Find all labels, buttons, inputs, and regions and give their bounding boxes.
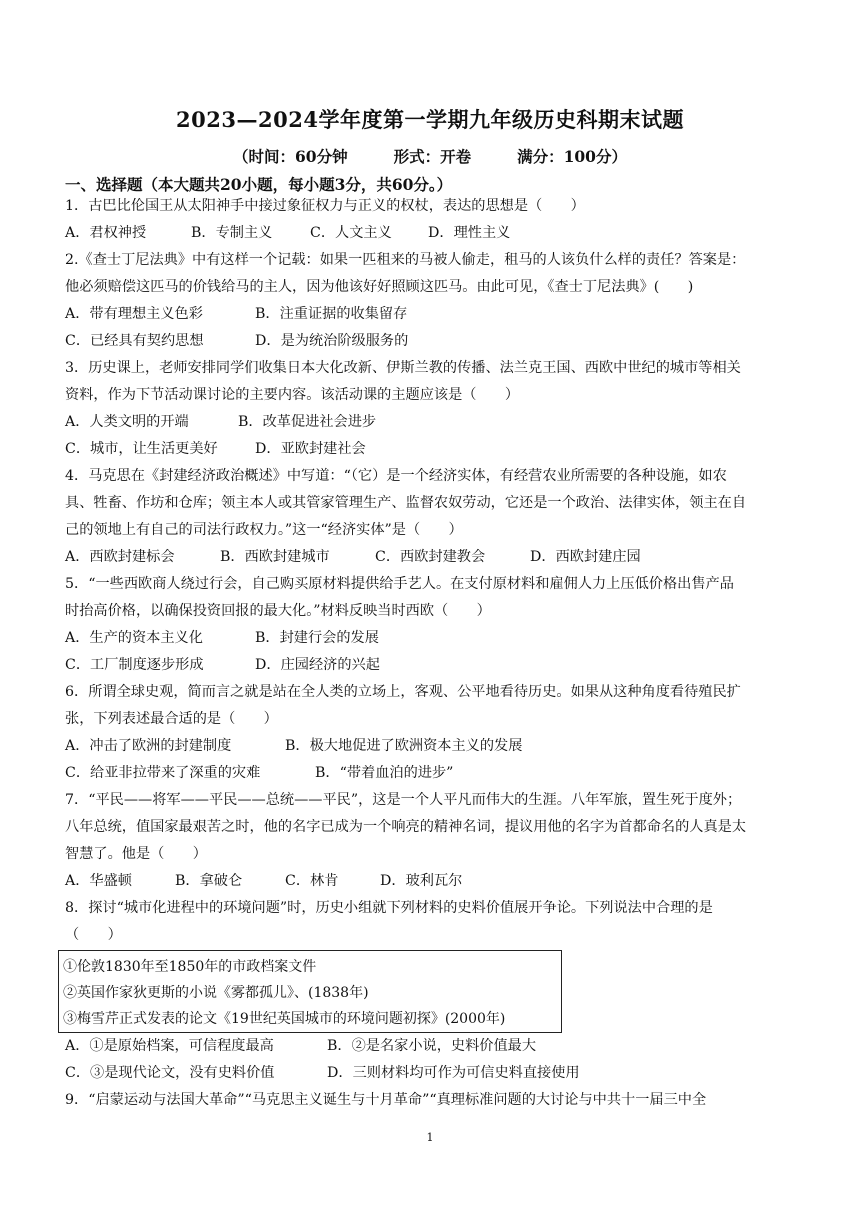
exam-title: 2023—2024学年度第一学期九年级历史科期末试题 — [176, 107, 684, 132]
source-3: ③梅雪芹正式发表的论文《19世纪英国城市的环境问题初探》(2000年) — [63, 1011, 506, 1027]
page-number: 1 — [426, 1131, 434, 1144]
question-4-stem: 己的领地上有自己的司法行政权力。”这一“经济实体”是（ ） — [65, 522, 463, 538]
question-3-stem: 资料，作为下节活动课讨论的主要内容。该活动课的主题应该是（ ） — [65, 387, 520, 403]
question-7-stem: 7．“平民——将军——平民——总统——平民”，这是一个人平凡而伟大的生涯。八年军旅，置生死于度外； — [65, 792, 742, 808]
question-4-stem: 具、牲畜、作坊和仓库；领主本人或其管家管理生产、监督农奴劳动，它还是一个政治、法律实体，领主在自 — [65, 495, 747, 511]
option-a: A．人类文明的开端 — [65, 414, 189, 430]
question-6-stem: 6．所谓全球史观，简而言之就是站在全人类的立场上，客观、公平地看待历史。如果从这种角度看待殖民扩 — [65, 684, 741, 700]
exam-form: 形式：开卷 — [393, 147, 472, 166]
question-9-stem: 9．“启蒙运动与法国大革命”“马克思主义诞生与十月革命”“真理标准问题的大讨论与中共十一届三中全 — [65, 1092, 707, 1108]
option-c: C．给亚非拉带来了深重的灾难 — [65, 765, 261, 781]
option-a: A．冲击了欧洲的封建制度 — [65, 738, 232, 754]
option-d: D．西欧封建庄园 — [530, 549, 641, 565]
question-1-stem: 1．古巴比伦国王从太阳神手中接过象征权力与正义的权杖，表达的思想是（ ） — [65, 198, 585, 214]
question-5-stem: 时抬高价格，以确保投资回报的最大化。”材料反映当时西欧（ ） — [65, 603, 491, 619]
question-7-options — [65, 872, 462, 890]
option-d: D．玻利瓦尔 — [380, 873, 463, 889]
option-b: B．西欧封建城市 — [220, 549, 330, 565]
question-3-stem: 3．历史课上，老师安排同学们收集日本大化改新、伊斯兰教的传播、法兰克王国、西欧中世纪的城市等相关 — [65, 360, 741, 376]
option-c: C．人文主义 — [310, 225, 392, 241]
question-2-options — [65, 332, 408, 350]
source-material-box — [58, 950, 562, 1033]
question-5-options — [65, 629, 379, 647]
question-8-stem: 8．探讨“城市化进程中的环境问题”时，历史小组就下列材料的史料价值展开争论。下列说法中合理的是 — [65, 900, 713, 916]
option-c: C．工厂制度逐步形成 — [65, 657, 204, 673]
question-1-options — [65, 224, 510, 242]
option-b: B．专制主义 — [191, 225, 273, 241]
question-2-options — [65, 305, 407, 323]
question-6-options — [65, 737, 522, 755]
question-5-options — [65, 656, 380, 674]
option-a: A．带有理想主义色彩 — [65, 306, 203, 322]
question-7-stem: 八年总统，值国家最艰苦之时，他的名字已成为一个响亮的精神名词，提议用他的名字为首都命名的人真是太 — [65, 819, 747, 835]
option-d: B．“带着血泊的进步” — [315, 765, 454, 781]
question-6-options — [65, 764, 453, 782]
question-8-stem: （ ） — [65, 927, 122, 943]
question-6-stem: 张，下列表述最合适的是（ ） — [65, 711, 278, 727]
option-a: A．华盛顿 — [65, 873, 132, 889]
option-a: A．君权神授 — [65, 225, 147, 241]
question-2-stem: 2.《查士丁尼法典》中有这样一个记载：如果一匹租来的马被人偷走，租马的人该负什么样的责任？答案是： — [65, 252, 746, 268]
question-4-options — [65, 548, 641, 566]
exam-info — [0, 145, 860, 167]
option-d: D．三则材料均可作为可信史料直接使用 — [327, 1065, 580, 1081]
option-d: D．是为统治阶级服务的 — [255, 333, 409, 349]
option-c: C．西欧封建教会 — [375, 549, 486, 565]
option-c: C．城市，让生活更美好 — [65, 441, 218, 457]
option-a: A．生产的资本主义化 — [65, 630, 203, 646]
option-b: B．极大地促进了欧洲资本主义的发展 — [285, 738, 523, 754]
question-2-stem: 他必须赔偿这匹马的价钱给马的主人，因为他该好好照顾这匹马。由此可见，《查士丁尼法典》( ) — [65, 279, 694, 295]
option-b: B．封建行会的发展 — [255, 630, 379, 646]
option-d: D．亚欧封建社会 — [255, 441, 366, 457]
option-c: C．林肯 — [285, 873, 339, 889]
option-a: A．西欧封建标会 — [65, 549, 175, 565]
option-b: B．②是名家小说，史料价值最大 — [327, 1038, 537, 1054]
option-b: B．注重证据的收集留存 — [255, 306, 408, 322]
option-c: C．已经具有契约思想 — [65, 333, 204, 349]
question-4-stem: 4．马克思在《封建经济政治概述》中写道：“（它）是一个经济实体，有经营农业所需要的各种设施，如农 — [65, 468, 727, 484]
section-heading: 一、选择题（本大题共20小题，每小题3分，共60分。） — [65, 175, 453, 194]
option-d: D．理性主义 — [428, 225, 511, 241]
option-d: D．庄园经济的兴起 — [255, 657, 380, 673]
exam-time: （时间：60分钟 — [233, 147, 348, 166]
option-b: B．拿破仑 — [175, 873, 243, 889]
option-a: A．①是原始档案，可信程度最高 — [65, 1038, 274, 1054]
source-1: ①伦敦1830年至1850年的市政档案文件 — [63, 959, 317, 975]
exam-score: 满分：100分） — [517, 147, 627, 166]
question-7-stem: 智慧了。他是（ ） — [65, 846, 207, 862]
option-c: C．③是现代论文，没有史料价值 — [65, 1065, 275, 1081]
question-8-options — [65, 1064, 580, 1082]
question-3-options — [65, 413, 376, 431]
question-3-options — [65, 440, 366, 458]
option-b: B．改革促进社会进步 — [238, 414, 377, 430]
question-8-options — [65, 1037, 536, 1055]
source-2: ②英国作家狄更斯的小说《雾都孤儿》、(1838年) — [63, 985, 369, 1001]
question-5-stem: 5．“一些西欧商人绕过行会，自己购买原材料提供给手艺人。在支付原材料和雇佣人力上压低价格出售产品 — [65, 576, 734, 592]
